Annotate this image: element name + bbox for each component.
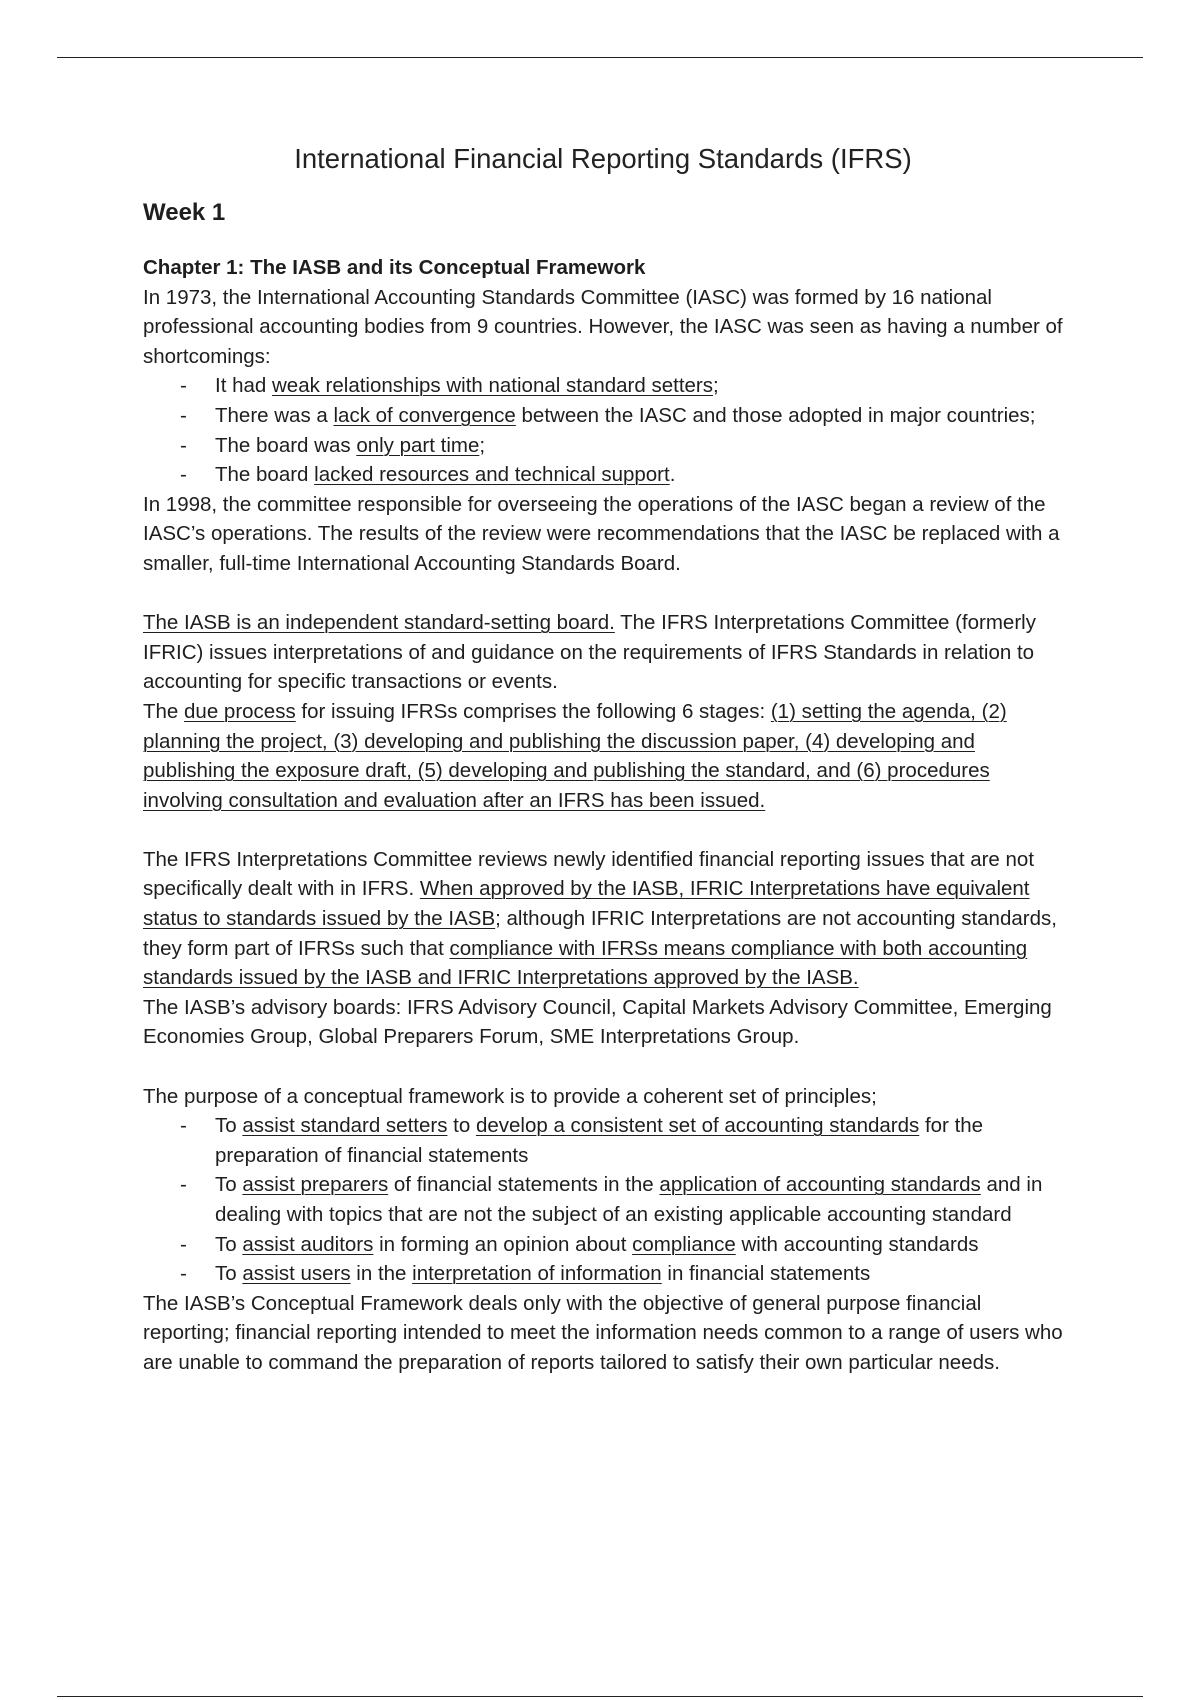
list-item <box>143 371 1063 401</box>
underlined-text: assist preparers <box>242 1173 389 1197</box>
dash-bullet: - <box>180 1262 187 1286</box>
paragraph-gap <box>143 579 1063 609</box>
list-text: to <box>447 1114 476 1138</box>
list-text: ; <box>479 433 486 457</box>
list-text: The board <box>215 463 315 487</box>
underlined-text: When approved by the IASB, IFRIC Interpretations have equivalent status to standards issued by the IASB <box>143 877 1030 931</box>
list-text: of financial statements in the <box>388 1173 660 1197</box>
list-item <box>143 1111 1063 1170</box>
list-item <box>143 431 1063 461</box>
underlined-text: interpretation of information <box>412 1262 662 1286</box>
underlined-text: weak relationships with national standard setters <box>272 374 713 398</box>
underlined-text: The IASB is an independent standard-setting board. <box>143 611 615 635</box>
paragraph-text: for issuing IFRSs comprises the following 6 stages: <box>295 699 771 723</box>
underlined-text: only part time <box>356 433 480 457</box>
list-item <box>143 1259 1063 1289</box>
dash-bullet: - <box>180 403 187 427</box>
footer-rule <box>57 1696 1143 1697</box>
list-text: The board was <box>215 433 357 457</box>
dash-bullet: - <box>180 433 187 457</box>
week-heading: Week 1 <box>143 199 226 226</box>
list-text: for the preparation of financial statements <box>215 1114 984 1167</box>
purposes-list <box>143 1111 1063 1289</box>
paragraph-gap <box>143 1052 1063 1082</box>
dash-bullet: - <box>180 1173 187 1197</box>
underlined-text: lacked resources and technical support <box>314 463 670 487</box>
intro-paragraph: In 1973, the International Accounting Standards Committee (IASC) was formed by 16 national professional accounting bodies from 9 countries. However, the IASC was seen as having a number of shortcomings: <box>143 285 1063 368</box>
list-item <box>143 460 1063 490</box>
underlined-text: develop a consistent set of accounting standards <box>475 1114 920 1138</box>
dash-bullet: - <box>180 1114 187 1138</box>
list-text: To <box>215 1232 243 1256</box>
list-item <box>143 1170 1063 1229</box>
paragraph-gap <box>143 815 1063 845</box>
list-text: To <box>215 1262 243 1286</box>
dash-bullet: - <box>180 463 187 487</box>
underlined-text: compliance with IFRSs means compliance with both accounting standards issued by the IASB and IFRIC Interpretations approved by the IASB. <box>143 936 1028 990</box>
list-text: in forming an opinion about <box>373 1232 633 1256</box>
advisory-paragraph: The IASB’s advisory boards: IFRS Advisory Council, Capital Markets Advisory Committee, Emerging Economies Group, Global Preparers Forum, SME Interpretations Group. <box>143 995 1052 1049</box>
list-text: and in dealing with topics that are not the subject of an existing applicable accounting standard <box>215 1173 1043 1226</box>
underlined-text: (1) setting the agenda, (2) planning the project, (3) developing and publishing the discussion paper, (4) developing and publishing the exposure draft, (5) developing and publishing the standard, and (6) procedures involving consultation and evaluation after an IFRS has been issued. <box>143 699 1007 812</box>
dash-bullet: - <box>180 374 187 398</box>
list-text: To <box>215 1114 243 1138</box>
underlined-text: assist users <box>242 1262 351 1286</box>
header-rule <box>57 57 1143 58</box>
conclusion-paragraph: The IASB’s Conceptual Framework deals only with the objective of general purpose financial reporting; financial reporting intended to meet the information needs common to a range of users who are unable to command the preparation of reports tailored to satisfy their own particular needs. <box>143 1291 1063 1374</box>
list-text: ; <box>713 374 719 398</box>
list-text: It had <box>215 374 272 398</box>
interpretations-paragraph <box>143 845 1063 993</box>
chapter-heading: Chapter 1: The IASB and its Conceptual Framework <box>143 256 646 279</box>
list-item <box>143 401 1063 431</box>
page-title: International Financial Reporting Standards (IFRS) <box>294 143 912 174</box>
list-text: . <box>669 463 676 487</box>
underlined-text: lack of convergence <box>333 403 516 427</box>
paragraph-text: The <box>143 699 185 723</box>
underlined-text: compliance <box>632 1232 736 1256</box>
underlined-text: application of accounting standards <box>659 1173 981 1197</box>
list-text: in financial statements <box>661 1262 871 1286</box>
iasb-paragraph <box>143 608 1063 697</box>
dash-bullet: - <box>180 1232 187 1256</box>
list-text: in the <box>350 1262 413 1286</box>
review-paragraph: In 1998, the committee responsible for overseeing the operations of the IASC began a review of the IASC’s operations. The results of the review were recommendations that the IASC be replaced with a smaller, full-time International Accounting Standards Board. <box>143 492 1060 575</box>
purpose-intro: The purpose of a conceptual framework is to provide a coherent set of principles; <box>143 1084 877 1108</box>
list-item <box>143 1230 1063 1260</box>
document-body <box>143 141 1063 1378</box>
shortcomings-list <box>143 371 1063 489</box>
paragraph-text: ; although IFRIC Interpretations are not accounting standards, they form part of IFRSs such that <box>143 907 1057 960</box>
underlined-text: assist auditors <box>242 1232 374 1256</box>
list-text: To <box>215 1173 243 1197</box>
underlined-text: due process <box>184 699 296 723</box>
due-process-paragraph <box>143 697 1063 815</box>
list-text: There was a <box>215 403 334 427</box>
paragraph-text: The IFRS Interpretations Committee reviews newly identified financial reporting issues that are not specifically dealt with in IFRS. <box>143 847 1035 901</box>
underlined-text: assist standard setters <box>242 1114 448 1138</box>
list-text: between the IASC and those adopted in major countries; <box>515 403 1036 427</box>
paragraph-text: The IFRS Interpretations Committee (formerly IFRIC) issues interpretations of and guidance on the requirements of IFRS Standards in relation to accounting for specific transactions or events. <box>143 611 1036 694</box>
list-text: with accounting standards <box>735 1232 979 1256</box>
